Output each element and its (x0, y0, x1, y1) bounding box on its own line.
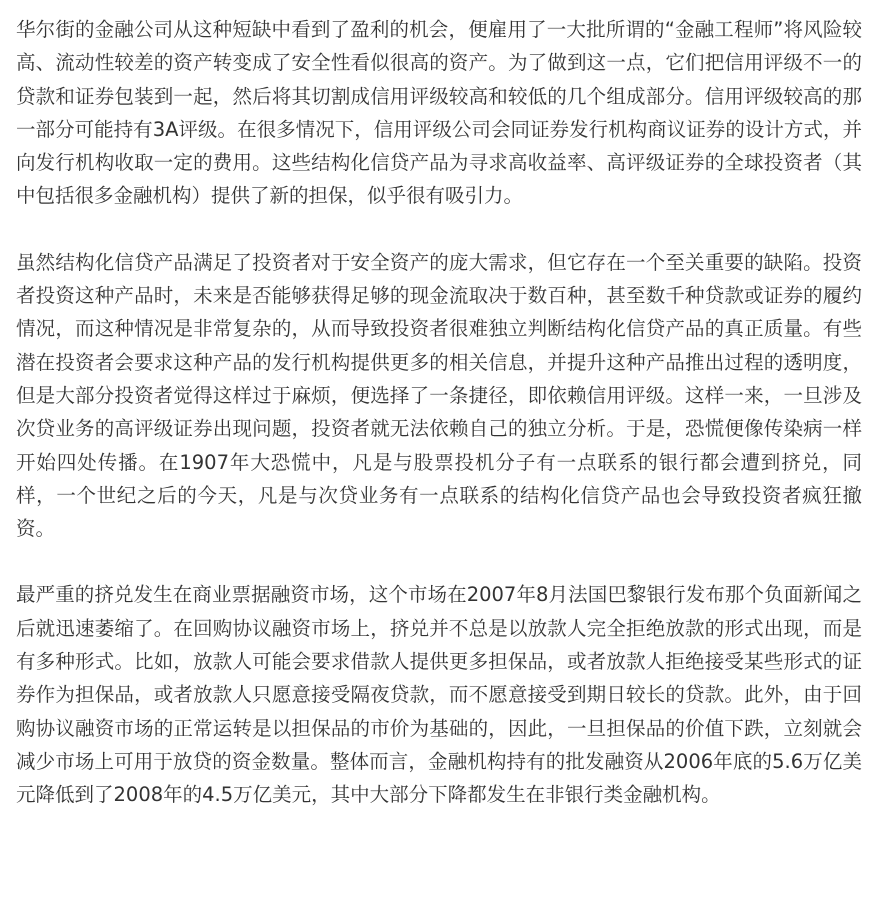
paragraph-1: 华尔街的金融公司从这种短缺中看到了盈利的机会，便雇用了一大批所谓的“金融工程师”将风险较高、流动性较差的资产转变成了安全性看似很高的资产。为了做到这一点，它们把信用评级不一的贷款和证券包装到一起，然后将其切割成信用评级较高和较低的几个组成部分。信用评级较高的那一部分可能持有3A评级。在很多情况下，信用评级公司会同证券发行机构商议证券的设计方式，并向发行机构收取一定的费用。这些结构化信贷产品为寻求高收益率、高评级证券的全球投资者（其中包括很多金融机构）提供了新的担保，似乎很有吸引力。 (16, 18, 862, 208)
paragraph-2: 虽然结构化信贷产品满足了投资者对于安全资产的庞大需求，但它存在一个至关重要的缺陷。投资者投资这种产品时，未来是否能够获得足够的现金流取决于数百种，甚至数千种贷款或证券的履约情况，而这种情况是非常复杂的，从而导致投资者很难独立判断结构化信贷产品的真正质量。有些潜在投资者会要求这种产品的发行机构提供更多的相关信息，并提升这种产品推出过程的透明度，但是大部分投资者觉得这样过于麻烦，便选择了一条捷径，即依赖信用评级。这样一来，一旦涉及次贷业务的高评级证券出现问题，投资者就无法依赖自己的独立分析。于是，恐慌便像传染病一样开始四处传播。在1907年大恐慌中，凡是与股票投机分子有一点联系的银行都会遭到挤兑，同样，一个世纪之后的今天，凡是与次贷业务有一点联系的结构化信贷产品也会导致投资者疯狂撤资。 (16, 250, 862, 541)
paragraph-3: 最严重的挤兑发生在商业票据融资市场，这个市场在2007年8月法国巴黎银行发布那个负面新闻之后就迅速萎缩了。在回购协议融资市场上，挤兑并不总是以放款人完全拒绝放款的形式出现，而是有多种形式。比如，放款人可能会要求借款人提供更多担保品，或者放款人拒绝接受某些形式的证券作为担保品，或者放款人只愿意接受隔夜贷款，而不愿意接受到期日较长的贷款。此外，由于回购协议融资市场的正常运转是以担保品的市价为基础的，因此，一旦担保品的价值下跌，立刻就会减少市场上可用于放贷的资金数量。整体而言，金融机构持有的批发融资从2006年底的5.6万亿美元降低到了2008年的4.5万亿美元，其中大部分下降都发生在非银行类金融机构。 (16, 583, 862, 807)
